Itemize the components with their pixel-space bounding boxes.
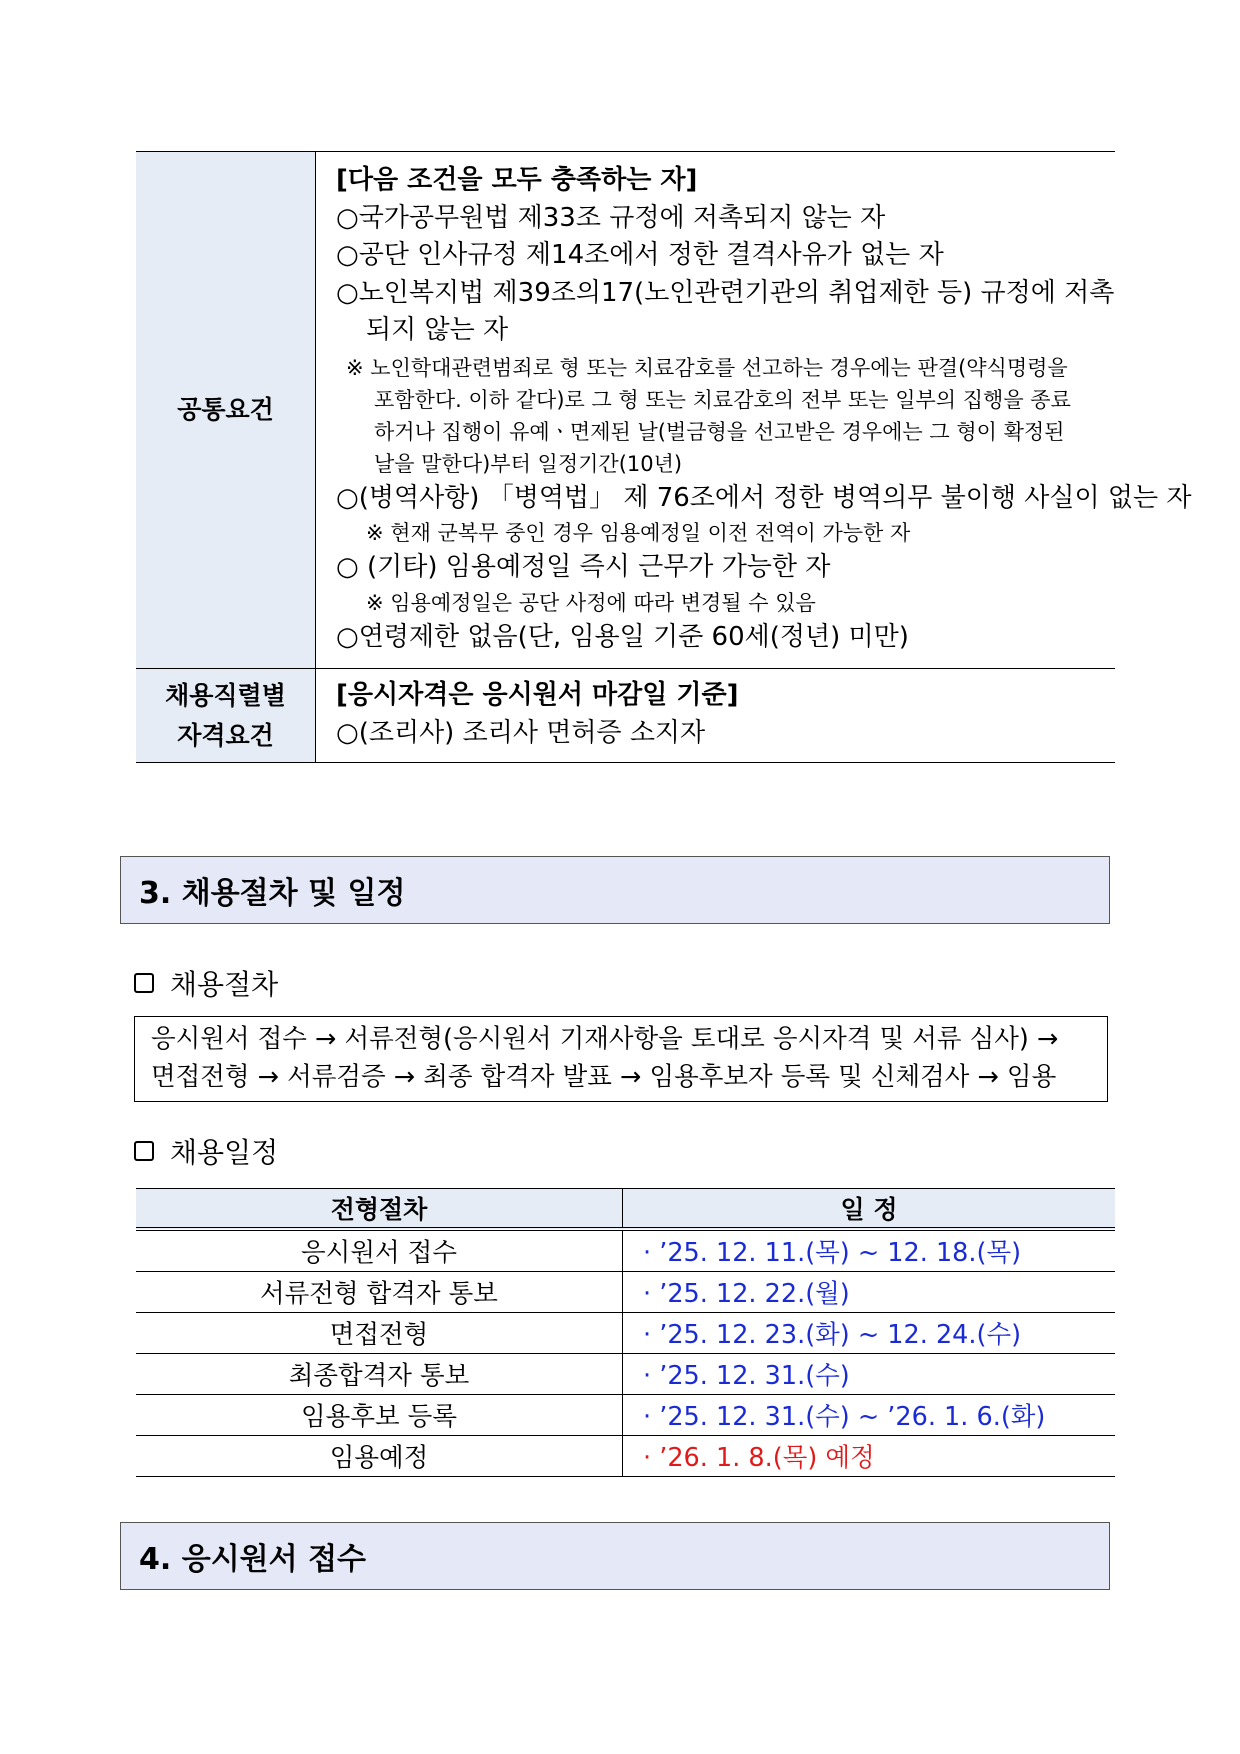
circle-mark: ○ <box>336 552 359 582</box>
common-requirements-heading: [다음 조건을 모두 충족하는 자] <box>336 165 698 195</box>
schedule-step: 서류전형 합격자 통보 <box>136 1272 623 1313</box>
qualifications-table <box>136 151 1192 763</box>
table-row <box>136 1229 1115 1272</box>
requirement-note: ※ 노인학대관련범죄로 형 또는 치료감호를 선고하는 경우에는 판결(약식명령을 <box>346 355 1068 380</box>
schedule-subheader <box>134 1131 278 1171</box>
section-4-header: 4. 응시원서 접수 <box>120 1522 1110 1590</box>
process-subheader <box>134 963 278 1003</box>
position-requirements-content <box>316 669 1115 762</box>
requirement-note-continued: 날을 말한다)부터 일정기간(10년) <box>374 451 683 476</box>
common-requirements-label: 공통요건 <box>136 152 316 668</box>
requirement-note-continued: 하거나 집행이 유예ㆍ면제된 날(벌금형을 선고받은 경우에는 그 형이 확정된 <box>374 419 1065 444</box>
circle-mark: ○ <box>336 717 359 748</box>
note-mark: ※ <box>366 590 384 615</box>
requirement-item: ○노인복지법 제39조의17(노인관련기관의 취업제한 등) 규정에 저촉 <box>336 277 1115 308</box>
circle-mark: ○ <box>336 482 359 513</box>
process-title: 채용절차 <box>170 968 279 1001</box>
requirement-item: ○공단 인사규정 제14조에서 정한 결격사유가 없는 자 <box>336 240 944 270</box>
circle-mark: ○ <box>336 202 359 233</box>
schedule-header-row <box>136 1189 1115 1230</box>
requirement-item: ○연령제한 없음(단, 임용일 기준 60세(정년) 미만) <box>336 621 909 652</box>
schedule-date: · ’25. 12. 22.(월) <box>623 1272 1116 1313</box>
common-requirements-content <box>316 152 1203 668</box>
requirement-item: ○(조리사) 조리사 면허증 소지자 <box>336 717 706 748</box>
schedule-date: · ’25. 12. 11.(목) ~ 12. 18.(목) <box>623 1229 1116 1272</box>
requirement-item: ○국가공무원법 제33조 규정에 저촉되지 않는 자 <box>336 202 886 233</box>
requirement-item-continued: 되지 않는 자 <box>366 315 509 345</box>
table-row <box>136 1272 1115 1313</box>
schedule-header-step: 전형절차 <box>136 1189 623 1230</box>
schedule-step: 최종합격자 통보 <box>136 1354 623 1395</box>
requirement-item: ○(병역사항) 「병역법」 제 76조에서 정한 병역의무 불이행 사실이 없는 자 <box>336 482 1192 513</box>
section-3-header: 3. 채용절차 및 일정 <box>120 856 1110 924</box>
schedule-step: 응시원서 접수 <box>136 1229 623 1272</box>
checkbox-square-icon <box>134 1141 154 1161</box>
process-line: 면접전형 → 서류검증 → 최종 합격자 발표 → 임용후보자 등록 및 신체검사 → 임용 <box>151 1062 1057 1092</box>
schedule-header-date: 일 정 <box>623 1189 1116 1230</box>
schedule-date: · ’25. 12. 31.(수) <box>623 1354 1116 1395</box>
position-requirements-row <box>136 669 1115 763</box>
schedule-step: 임용후보 등록 <box>136 1395 623 1436</box>
requirement-note: ※ 현재 군복무 중인 경우 임용예정일 이전 전역이 가능한 자 <box>366 521 911 545</box>
circle-mark: ○ <box>336 277 359 308</box>
schedule-step: 임용예정 <box>136 1436 623 1477</box>
requirement-note: ※ 임용예정일은 공단 사정에 따라 변경될 수 있음 <box>366 590 816 615</box>
note-mark: ※ <box>366 521 384 545</box>
schedule-date: · ’25. 12. 31.(수) ~ ’26. 1. 6.(화) <box>623 1395 1116 1436</box>
table-row <box>136 1436 1115 1477</box>
requirement-note-continued: 포함한다. 이하 같다)로 그 형 또는 치료감호의 전부 또는 일부의 집행을 종료 <box>374 387 1071 412</box>
process-line: 응시원서 접수 → 서류전형(응시원서 기재사항을 토대로 응시자격 및 서류 심사) → <box>151 1024 1059 1054</box>
table-row <box>136 1395 1115 1436</box>
position-requirements-heading: [응시자격은 응시원서 마감일 기준] <box>336 680 739 710</box>
table-row <box>136 1313 1115 1354</box>
schedule-date: · ’26. 1. 8.(목) 예정 <box>623 1436 1116 1477</box>
schedule-date: · ’25. 12. 23.(화) ~ 12. 24.(수) <box>623 1313 1116 1354</box>
schedule-table <box>136 1188 1115 1477</box>
process-box <box>134 1016 1108 1102</box>
circle-mark: ○ <box>336 621 359 652</box>
checkbox-square-icon <box>134 973 154 993</box>
common-requirements-row <box>136 151 1192 669</box>
position-requirements-label: 채용직렬별 자격요건 <box>136 669 316 762</box>
circle-mark: ○ <box>336 240 359 270</box>
schedule-title: 채용일정 <box>170 1136 279 1169</box>
schedule-step: 면접전형 <box>136 1313 623 1354</box>
note-mark: ※ <box>346 355 364 380</box>
table-row <box>136 1354 1115 1395</box>
requirement-item: ○ (기타) 임용예정일 즉시 근무가 가능한 자 <box>336 552 831 582</box>
